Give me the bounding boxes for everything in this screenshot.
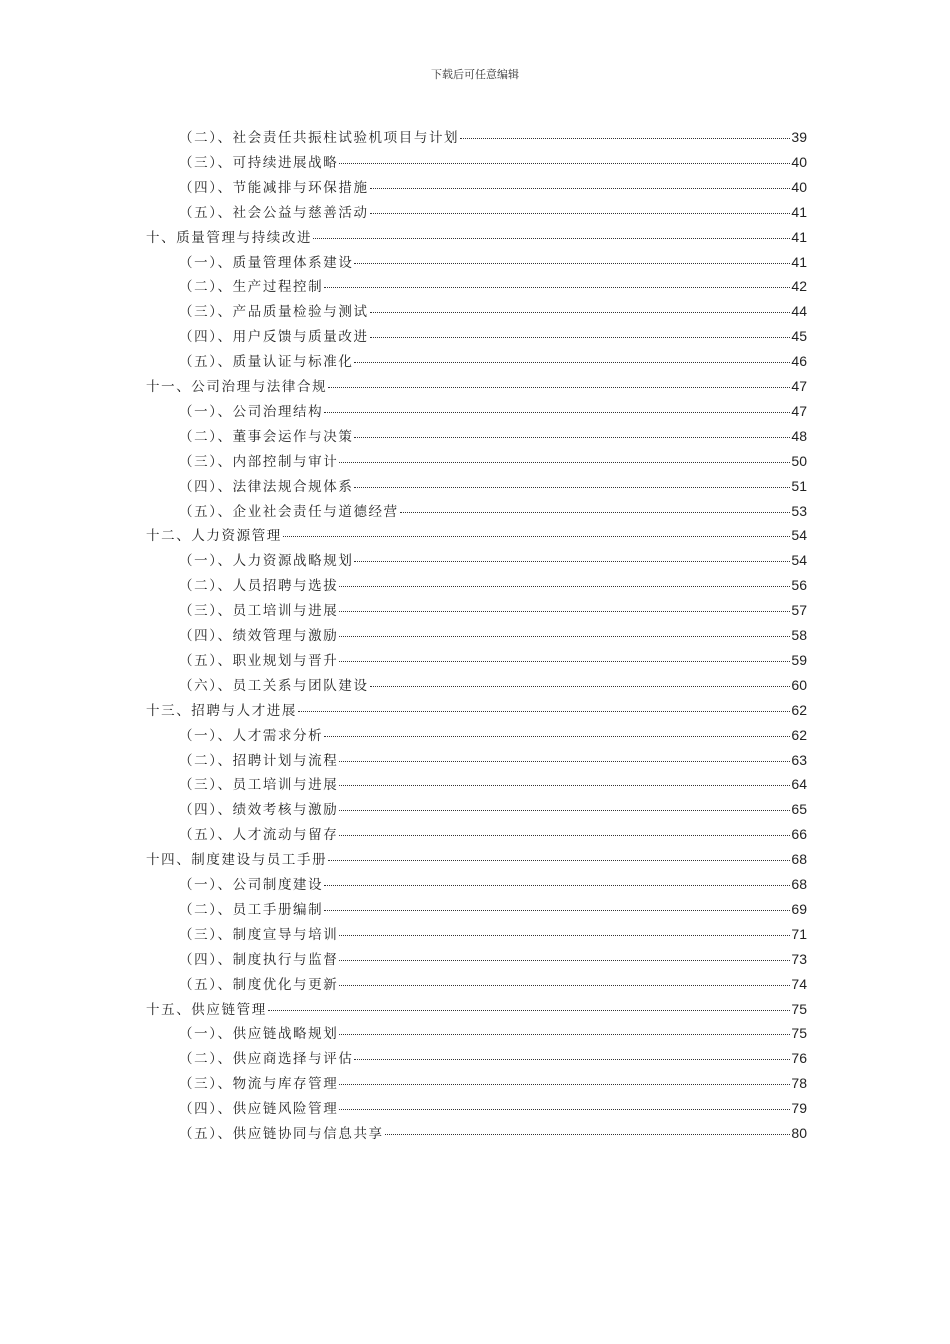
toc-entry-label: （三）、员工培训与进展 [179, 603, 339, 620]
toc-entry[interactable] [179, 948, 807, 970]
toc-entry[interactable] [179, 873, 807, 895]
toc-entry[interactable] [179, 450, 807, 472]
toc-entry[interactable] [179, 500, 807, 522]
toc-leader-dots [324, 736, 790, 737]
toc-entry-label: （四）、法律法规合规体系 [179, 478, 354, 495]
toc-leader-dots [339, 661, 790, 662]
toc-entry-page-number: 63 [791, 751, 807, 768]
toc-entry-label: （二）、社会责任共振柱试验机项目与计划 [179, 130, 460, 146]
toc-entry[interactable] [179, 151, 807, 173]
toc-entry-page-number: 40 [791, 178, 807, 195]
toc-entry-label: （四）、制度执行与监督 [179, 951, 339, 968]
toc-entry-label: （二）、生产过程控制 [179, 279, 324, 296]
toc-entry-label: （四）、绩效考核与激励 [179, 802, 339, 819]
toc-entry-page-number: 68 [791, 876, 807, 892]
toc-entry-page-number: 48 [791, 427, 807, 444]
toc-entry-page-number: 74 [791, 975, 807, 992]
toc-leader-dots [339, 1109, 790, 1110]
toc-leader-dots [324, 885, 790, 886]
toc-entry-page-number: 69 [791, 900, 807, 917]
toc-entry-label: 十、质量管理与持续改进 [146, 229, 313, 246]
toc-leader-dots [328, 387, 790, 388]
toc-entry-label: （五）、质量认证与标准化 [179, 354, 354, 371]
toc-leader-dots [324, 910, 790, 911]
toc-leader-dots [339, 1084, 790, 1085]
toc-entry-label: （三）、物流与库存管理 [179, 1076, 339, 1093]
toc-entry-label: （三）、内部控制与审计 [179, 453, 339, 470]
toc-entry[interactable] [179, 126, 807, 148]
toc-entry-page-number: 47 [791, 402, 807, 419]
toc-leader-dots [339, 586, 790, 587]
toc-entry[interactable] [179, 201, 807, 223]
toc-entry[interactable] [179, 923, 807, 945]
page-header: 下载后可任意编辑 [431, 68, 519, 81]
toc-leader-dots [354, 263, 790, 264]
toc-leader-dots [370, 686, 791, 687]
toc-leader-dots [313, 238, 790, 239]
toc-entry[interactable] [179, 973, 807, 995]
toc-entry[interactable] [179, 400, 807, 422]
toc-entry-page-number: 59 [791, 651, 807, 668]
toc-entry[interactable] [179, 649, 807, 671]
toc-leader-dots [339, 985, 790, 986]
toc-entry[interactable] [179, 176, 807, 198]
toc-entry[interactable] [179, 1097, 807, 1119]
toc-entry-page-number: 71 [791, 925, 807, 942]
toc-entry-label: （四）、节能减排与环保措施 [179, 179, 369, 196]
toc-entry-page-number: 65 [791, 801, 807, 818]
toc-entry[interactable] [179, 1072, 807, 1094]
toc-leader-dots [354, 487, 790, 488]
toc-entry-label: （六）、员工关系与团队建设 [179, 677, 369, 694]
toc-entry[interactable] [179, 325, 807, 347]
toc-entry-label: （四）、用户反馈与质量改进 [179, 329, 369, 346]
toc-entry-label: （二）、人员招聘与选拔 [179, 578, 339, 595]
toc-entry-page-number: 47 [791, 378, 807, 394]
toc-leader-dots [339, 462, 790, 463]
toc-entry-label: （五）、制度优化与更新 [179, 976, 339, 993]
toc-entry[interactable] [179, 475, 807, 497]
toc-entry[interactable] [179, 1022, 807, 1044]
toc-entry-page-number: 44 [791, 303, 807, 320]
toc-entry-label: （一）、人才需求分析 [179, 727, 324, 744]
toc-entry-label: 十二、人力资源管理 [146, 528, 282, 545]
toc-leader-dots [354, 437, 790, 438]
toc-entry-label: （一）、公司制度建设 [179, 877, 324, 893]
toc-entry-label: （一）、质量管理体系建设 [179, 254, 354, 271]
toc-entry-page-number: 75 [791, 1000, 807, 1017]
toc-entry-page-number: 58 [791, 627, 807, 643]
toc-entry[interactable] [179, 749, 807, 771]
toc-leader-dots [370, 188, 791, 189]
toc-entry[interactable] [179, 251, 807, 273]
toc-entry-label: （五）、人才流动与留存 [179, 827, 339, 844]
toc-entry-label: （一）、公司治理结构 [179, 403, 324, 420]
toc-leader-dots [354, 561, 790, 562]
toc-leader-dots [328, 860, 790, 861]
toc-entry[interactable] [179, 898, 807, 920]
toc-entry-label: （四）、供应链风险管理 [179, 1101, 339, 1118]
toc-entry[interactable] [179, 674, 807, 696]
toc-leader-dots [339, 960, 790, 961]
toc-entry-label: （一）、人力资源战略规划 [179, 553, 354, 570]
toc-entry-page-number: 46 [791, 353, 807, 370]
toc-entry-label: （一）、供应链战略规划 [179, 1026, 339, 1043]
toc-leader-dots [324, 287, 790, 288]
toc-entry[interactable] [179, 724, 807, 746]
toc-leader-dots [268, 1010, 791, 1011]
toc-leader-dots [370, 312, 791, 313]
toc-leader-dots [339, 636, 790, 637]
toc-entry[interactable] [179, 798, 807, 820]
toc-entry-page-number: 39 [791, 129, 807, 145]
toc-leader-dots [339, 835, 790, 836]
toc-leader-dots [460, 138, 790, 139]
toc-entry[interactable] [179, 350, 807, 372]
toc-entry-label: （五）、社会公益与慈善活动 [179, 204, 369, 221]
toc-entry-page-number: 68 [791, 851, 807, 868]
toc-leader-dots [354, 362, 790, 363]
toc-leader-dots [400, 512, 791, 513]
toc-entry-label: （二）、董事会运作与决策 [179, 428, 354, 445]
toc-entry[interactable] [146, 848, 807, 870]
toc-entry-page-number: 41 [791, 253, 807, 270]
toc-leader-dots [298, 711, 790, 712]
toc-entry-label: （五）、供应链协同与信息共享 [179, 1126, 384, 1142]
toc-leader-dots [339, 935, 790, 936]
toc-entry-page-number: 73 [791, 950, 807, 967]
toc-entry-page-number: 57 [791, 602, 807, 619]
toc-entry-page-number: 40 [791, 153, 807, 170]
toc-entry-label: 十五、供应链管理 [146, 1001, 267, 1018]
toc-entry-label: 十一、公司治理与法律合规 [146, 379, 328, 395]
toc-entry[interactable] [179, 300, 807, 322]
toc-leader-dots [324, 412, 790, 413]
toc-entry[interactable] [146, 998, 807, 1020]
toc-entry-page-number: 50 [791, 452, 807, 469]
toc-entry-page-number: 45 [791, 328, 807, 345]
toc-entry-page-number: 53 [791, 502, 807, 519]
toc-entry[interactable] [146, 524, 807, 546]
toc-entry-label: 十三、招聘与人才进展 [146, 702, 297, 719]
toc-entry[interactable] [179, 275, 807, 297]
toc-entry-label: （三）、制度宣导与培训 [179, 926, 339, 943]
toc-entry-label: （五）、企业社会责任与道德经营 [179, 503, 399, 520]
toc-entry-page-number: 62 [791, 701, 807, 718]
toc-entry-page-number: 80 [791, 1125, 807, 1141]
toc-entry[interactable] [179, 823, 807, 845]
toc-entry-page-number: 54 [791, 552, 807, 569]
toc-entry-page-number: 79 [791, 1100, 807, 1117]
toc-entry[interactable] [179, 549, 807, 571]
toc-entry[interactable] [179, 1122, 807, 1144]
toc-entry-label: （二）、招聘计划与流程 [179, 752, 339, 769]
toc-entry[interactable] [146, 699, 807, 721]
toc-entry-page-number: 54 [791, 527, 807, 544]
toc-leader-dots [339, 1034, 790, 1035]
toc-leader-dots [385, 1134, 791, 1135]
toc-entry-label: （二）、供应商选择与评估 [179, 1051, 354, 1068]
toc-entry[interactable] [179, 1047, 807, 1069]
toc-entry-label: （二）、员工手册编制 [179, 901, 324, 918]
toc-entry-label: （五）、职业规划与晋升 [179, 652, 339, 669]
toc-leader-dots [339, 163, 790, 164]
toc-entry-page-number: 66 [791, 826, 807, 843]
toc-leader-dots [339, 810, 790, 811]
toc-entry-page-number: 64 [791, 776, 807, 793]
toc-leader-dots [370, 213, 791, 214]
toc-entry-label: （三）、产品质量检验与测试 [179, 304, 369, 321]
toc-entry-page-number: 56 [791, 577, 807, 594]
toc-entry-page-number: 41 [791, 228, 807, 245]
toc-leader-dots [339, 611, 790, 612]
toc-entry[interactable] [179, 425, 807, 447]
toc-entry-label: （四）、绩效管理与激励 [179, 628, 339, 644]
toc-entry[interactable] [179, 574, 807, 596]
toc-leader-dots [354, 1059, 790, 1060]
toc-entry-page-number: 42 [791, 278, 807, 295]
toc-entry[interactable] [146, 226, 807, 248]
toc-entry-label: 十四、制度建设与员工手册 [146, 852, 328, 869]
toc-leader-dots [370, 337, 791, 338]
toc-leader-dots [339, 785, 790, 786]
toc-leader-dots [283, 536, 791, 537]
toc-entry-label: （三）、可持续进展战略 [179, 154, 339, 171]
toc-entry-page-number: 51 [791, 477, 807, 494]
toc-entry[interactable] [179, 773, 807, 795]
toc-entry-page-number: 75 [791, 1025, 807, 1042]
toc-leader-dots [339, 761, 790, 762]
toc-entry[interactable] [146, 375, 807, 397]
toc-entry-page-number: 60 [791, 676, 807, 693]
toc-entry[interactable] [179, 624, 807, 646]
toc-entry-label: （三）、员工培训与进展 [179, 777, 339, 794]
toc-entry-page-number: 76 [791, 1050, 807, 1067]
toc-entry[interactable] [179, 599, 807, 621]
toc-entry-page-number: 62 [791, 726, 807, 743]
toc-entry-page-number: 78 [791, 1075, 807, 1092]
toc-entry-page-number: 41 [791, 203, 807, 220]
